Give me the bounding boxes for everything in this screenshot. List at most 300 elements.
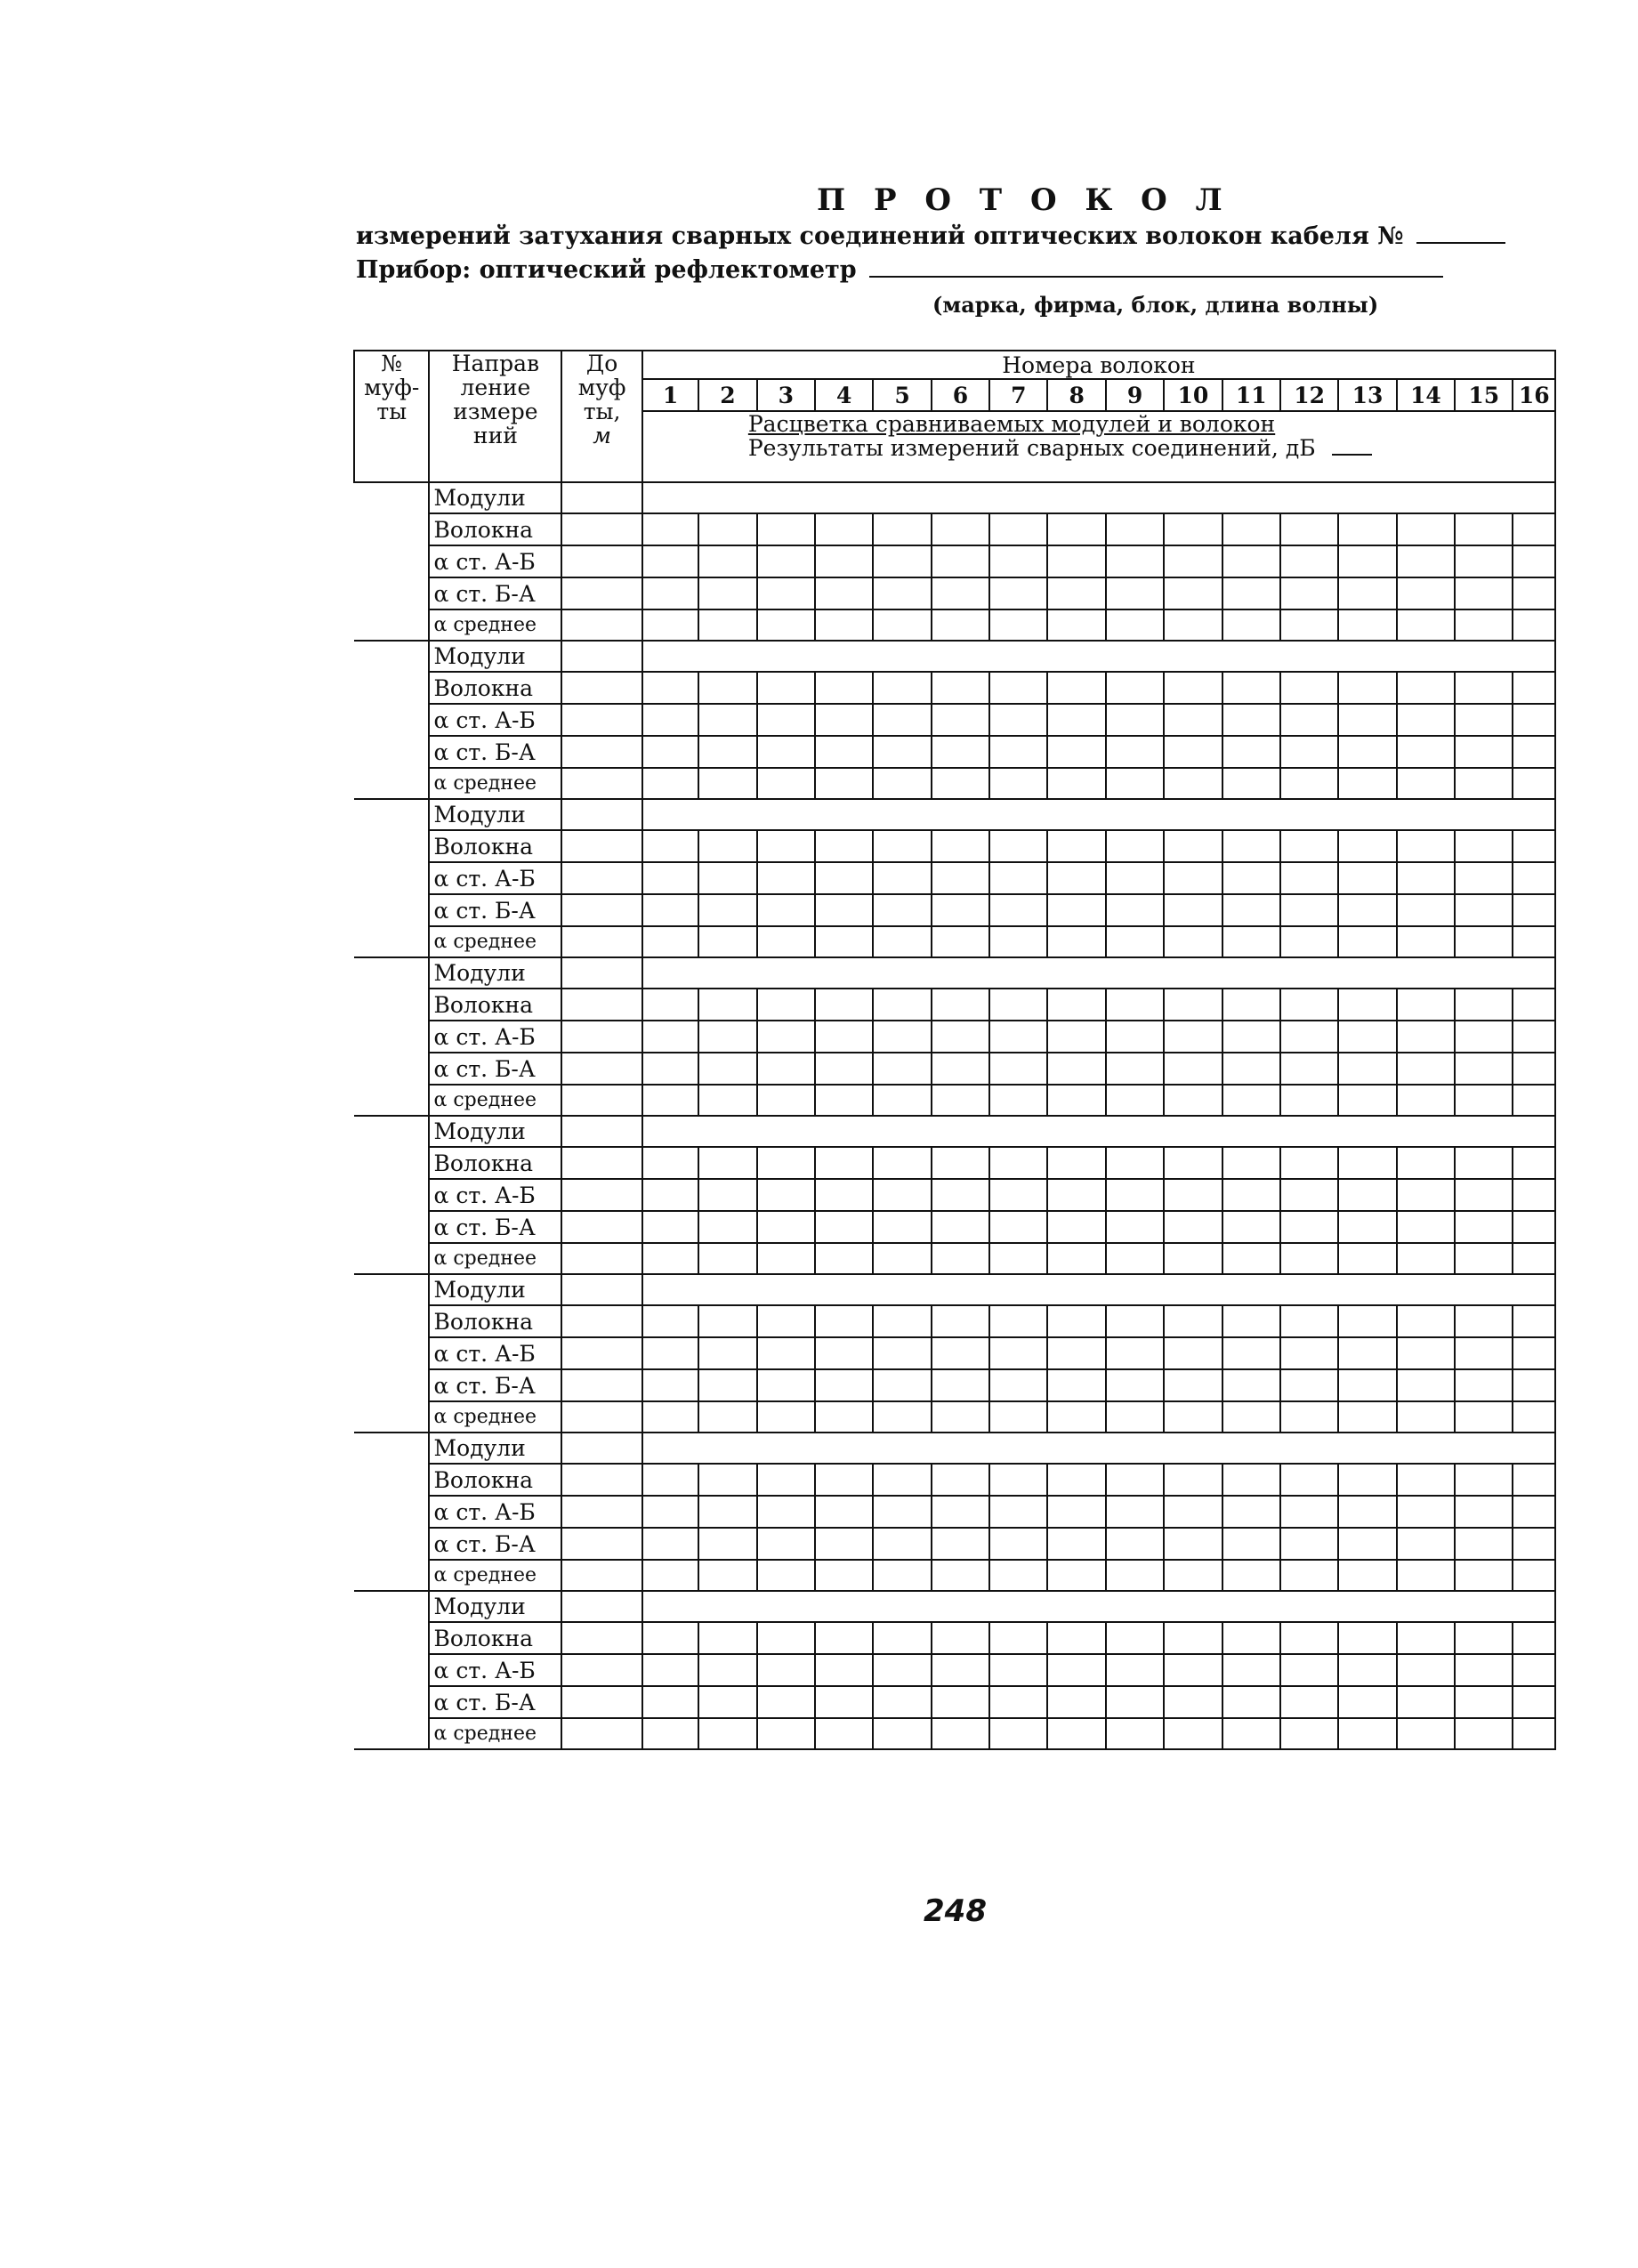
measurement-cell[interactable] [757, 1211, 815, 1243]
measurement-cell[interactable] [698, 989, 756, 1021]
measurement-cell[interactable] [1513, 1654, 1555, 1686]
measurement-cell[interactable] [698, 1496, 756, 1528]
measurement-cell[interactable] [1106, 577, 1164, 609]
measurement-cell[interactable] [757, 1654, 815, 1686]
measurement-cell[interactable] [1280, 1464, 1338, 1496]
measurement-cell[interactable] [1280, 736, 1338, 768]
measurement-cell[interactable] [815, 609, 873, 641]
distance-cell[interactable] [561, 672, 642, 704]
measurement-cell[interactable] [642, 1085, 698, 1116]
measurement-cell[interactable] [1047, 768, 1105, 799]
measurement-cell[interactable] [873, 704, 931, 736]
measurement-cell[interactable] [642, 1369, 698, 1401]
measurement-cell[interactable] [1280, 1085, 1338, 1116]
measurement-cell[interactable] [757, 1686, 815, 1718]
measurement-cell[interactable] [1047, 1337, 1105, 1369]
measurement-cell[interactable] [1338, 1560, 1396, 1591]
distance-cell[interactable] [561, 1179, 642, 1211]
measurement-cell[interactable] [1222, 1337, 1280, 1369]
measurement-cell[interactable] [1280, 1021, 1338, 1053]
modules-cell[interactable] [642, 957, 1555, 989]
measurement-cell[interactable] [989, 1243, 1047, 1274]
distance-cell[interactable] [561, 577, 642, 609]
measurement-cell[interactable] [1047, 1179, 1105, 1211]
measurement-cell[interactable] [1280, 1718, 1338, 1749]
distance-cell[interactable] [561, 1085, 642, 1116]
measurement-cell[interactable] [815, 768, 873, 799]
measurement-cell[interactable] [642, 1528, 698, 1560]
measurement-cell[interactable] [989, 577, 1047, 609]
measurement-cell[interactable] [1280, 1686, 1338, 1718]
measurement-cell[interactable] [1164, 926, 1222, 957]
measurement-cell[interactable] [698, 1147, 756, 1179]
measurement-cell[interactable] [1222, 736, 1280, 768]
measurement-cell[interactable] [873, 768, 931, 799]
measurement-cell[interactable] [1106, 513, 1164, 545]
measurement-cell[interactable] [1164, 672, 1222, 704]
measurement-cell[interactable] [1164, 1401, 1222, 1433]
measurement-cell[interactable] [1222, 989, 1280, 1021]
measurement-cell[interactable] [989, 768, 1047, 799]
measurement-cell[interactable] [642, 1053, 698, 1085]
measurement-cell[interactable] [1280, 1337, 1338, 1369]
distance-cell[interactable] [561, 1369, 642, 1401]
measurement-cell[interactable] [1455, 1053, 1513, 1085]
measurement-cell[interactable] [1106, 1686, 1164, 1718]
measurement-cell[interactable] [1164, 830, 1222, 862]
measurement-cell[interactable] [1397, 1211, 1455, 1243]
measurement-cell[interactable] [873, 672, 931, 704]
measurement-cell[interactable] [1513, 1369, 1555, 1401]
measurement-cell[interactable] [1164, 1337, 1222, 1369]
measurement-cell[interactable] [1397, 704, 1455, 736]
measurement-cell[interactable] [1280, 862, 1338, 894]
device-blank[interactable] [869, 256, 1443, 278]
mufta-number-cell[interactable] [354, 957, 429, 1116]
measurement-cell[interactable] [1513, 862, 1555, 894]
measurement-cell[interactable] [1164, 609, 1222, 641]
measurement-cell[interactable] [1106, 862, 1164, 894]
measurement-cell[interactable] [1106, 1147, 1164, 1179]
measurement-cell[interactable] [1513, 1401, 1555, 1433]
measurement-cell[interactable] [989, 1496, 1047, 1528]
distance-cell[interactable] [561, 641, 642, 672]
measurement-cell[interactable] [1222, 768, 1280, 799]
measurement-cell[interactable] [932, 545, 989, 577]
measurement-cell[interactable] [1164, 545, 1222, 577]
measurement-cell[interactable] [815, 1654, 873, 1686]
distance-cell[interactable] [561, 1496, 642, 1528]
measurement-cell[interactable] [1280, 1622, 1338, 1654]
distance-cell[interactable] [561, 1464, 642, 1496]
measurement-cell[interactable] [1106, 609, 1164, 641]
distance-cell[interactable] [561, 1622, 642, 1654]
measurement-cell[interactable] [1164, 1179, 1222, 1211]
measurement-cell[interactable] [1455, 1243, 1513, 1274]
measurement-cell[interactable] [1338, 1243, 1396, 1274]
measurement-cell[interactable] [1222, 545, 1280, 577]
measurement-cell[interactable] [932, 1211, 989, 1243]
measurement-cell[interactable] [1047, 1464, 1105, 1496]
measurement-cell[interactable] [642, 768, 698, 799]
measurement-cell[interactable] [932, 1085, 989, 1116]
measurement-cell[interactable] [1222, 1528, 1280, 1560]
measurement-cell[interactable] [1513, 704, 1555, 736]
modules-cell[interactable] [642, 1274, 1555, 1305]
measurement-cell[interactable] [698, 1560, 756, 1591]
measurement-cell[interactable] [1047, 1401, 1105, 1433]
measurement-cell[interactable] [873, 1147, 931, 1179]
measurement-cell[interactable] [815, 672, 873, 704]
measurement-cell[interactable] [932, 1243, 989, 1274]
measurement-cell[interactable] [1164, 577, 1222, 609]
distance-cell[interactable] [561, 1433, 642, 1464]
measurement-cell[interactable] [1397, 513, 1455, 545]
measurement-cell[interactable] [1455, 1654, 1513, 1686]
measurement-cell[interactable] [1222, 1369, 1280, 1401]
measurement-cell[interactable] [815, 1718, 873, 1749]
modules-cell[interactable] [642, 641, 1555, 672]
measurement-cell[interactable] [1222, 894, 1280, 926]
measurement-cell[interactable] [932, 830, 989, 862]
measurement-cell[interactable] [989, 1211, 1047, 1243]
measurement-cell[interactable] [1280, 1528, 1338, 1560]
measurement-cell[interactable] [1106, 1401, 1164, 1433]
measurement-cell[interactable] [642, 1401, 698, 1433]
distance-cell[interactable] [561, 1116, 642, 1147]
measurement-cell[interactable] [1047, 830, 1105, 862]
measurement-cell[interactable] [1106, 1053, 1164, 1085]
measurement-cell[interactable] [1455, 1369, 1513, 1401]
distance-cell[interactable] [561, 1528, 642, 1560]
measurement-cell[interactable] [932, 1496, 989, 1528]
measurement-cell[interactable] [1047, 926, 1105, 957]
measurement-cell[interactable] [1338, 1496, 1396, 1528]
measurement-cell[interactable] [1513, 545, 1555, 577]
measurement-cell[interactable] [932, 577, 989, 609]
measurement-cell[interactable] [1513, 1085, 1555, 1116]
measurement-cell[interactable] [698, 1464, 756, 1496]
measurement-cell[interactable] [873, 1243, 931, 1274]
measurement-cell[interactable] [873, 736, 931, 768]
measurement-cell[interactable] [757, 1622, 815, 1654]
cable-number-blank[interactable] [1416, 222, 1505, 244]
measurement-cell[interactable] [1047, 736, 1105, 768]
measurement-cell[interactable] [1164, 989, 1222, 1021]
measurement-cell[interactable] [757, 1560, 815, 1591]
measurement-cell[interactable] [1164, 1053, 1222, 1085]
distance-cell[interactable] [561, 830, 642, 862]
distance-cell[interactable] [561, 894, 642, 926]
measurement-cell[interactable] [1222, 1053, 1280, 1085]
measurement-cell[interactable] [1047, 1369, 1105, 1401]
measurement-cell[interactable] [989, 1369, 1047, 1401]
measurement-cell[interactable] [698, 1179, 756, 1211]
measurement-cell[interactable] [989, 1464, 1047, 1496]
measurement-cell[interactable] [815, 1686, 873, 1718]
measurement-cell[interactable] [989, 513, 1047, 545]
measurement-cell[interactable] [989, 1085, 1047, 1116]
measurement-cell[interactable] [873, 1528, 931, 1560]
measurement-cell[interactable] [698, 577, 756, 609]
measurement-cell[interactable] [989, 1686, 1047, 1718]
mufta-number-cell[interactable] [354, 482, 429, 641]
measurement-cell[interactable] [1455, 862, 1513, 894]
measurement-cell[interactable] [1106, 1464, 1164, 1496]
measurement-cell[interactable] [1338, 830, 1396, 862]
measurement-cell[interactable] [1455, 926, 1513, 957]
measurement-cell[interactable] [1222, 1686, 1280, 1718]
measurement-cell[interactable] [642, 704, 698, 736]
measurement-cell[interactable] [1106, 1085, 1164, 1116]
measurement-cell[interactable] [1222, 513, 1280, 545]
modules-cell[interactable] [642, 1591, 1555, 1622]
measurement-cell[interactable] [1222, 1243, 1280, 1274]
distance-cell[interactable] [561, 482, 642, 513]
measurement-cell[interactable] [989, 926, 1047, 957]
measurement-cell[interactable] [989, 609, 1047, 641]
measurement-cell[interactable] [1047, 1211, 1105, 1243]
measurement-cell[interactable] [642, 545, 698, 577]
distance-cell[interactable] [561, 609, 642, 641]
measurement-cell[interactable] [1455, 1464, 1513, 1496]
measurement-cell[interactable] [1397, 768, 1455, 799]
distance-cell[interactable] [561, 799, 642, 830]
measurement-cell[interactable] [1280, 545, 1338, 577]
measurement-cell[interactable] [873, 989, 931, 1021]
measurement-cell[interactable] [698, 1053, 756, 1085]
distance-cell[interactable] [561, 1686, 642, 1718]
measurement-cell[interactable] [873, 894, 931, 926]
measurement-cell[interactable] [873, 1305, 931, 1337]
measurement-cell[interactable] [757, 1179, 815, 1211]
measurement-cell[interactable] [815, 1528, 873, 1560]
measurement-cell[interactable] [1106, 1211, 1164, 1243]
measurement-cell[interactable] [932, 1369, 989, 1401]
measurement-cell[interactable] [1455, 1622, 1513, 1654]
measurement-cell[interactable] [1164, 1021, 1222, 1053]
measurement-cell[interactable] [1280, 1496, 1338, 1528]
measurement-cell[interactable] [815, 1401, 873, 1433]
measurement-cell[interactable] [1338, 1401, 1396, 1433]
measurement-cell[interactable] [1513, 1464, 1555, 1496]
measurement-cell[interactable] [1047, 1053, 1105, 1085]
measurement-cell[interactable] [642, 1718, 698, 1749]
measurement-cell[interactable] [642, 1464, 698, 1496]
measurement-cell[interactable] [873, 577, 931, 609]
measurement-cell[interactable] [698, 1369, 756, 1401]
measurement-cell[interactable] [1222, 1021, 1280, 1053]
measurement-cell[interactable] [1455, 1085, 1513, 1116]
distance-cell[interactable] [561, 1401, 642, 1433]
measurement-cell[interactable] [1513, 1686, 1555, 1718]
measurement-cell[interactable] [1280, 609, 1338, 641]
measurement-cell[interactable] [873, 1053, 931, 1085]
measurement-cell[interactable] [1513, 1528, 1555, 1560]
measurement-cell[interactable] [1222, 830, 1280, 862]
measurement-cell[interactable] [873, 1085, 931, 1116]
measurement-cell[interactable] [932, 1622, 989, 1654]
measurement-cell[interactable] [1106, 736, 1164, 768]
distance-cell[interactable] [561, 1654, 642, 1686]
measurement-cell[interactable] [1106, 1021, 1164, 1053]
measurement-cell[interactable] [642, 989, 698, 1021]
measurement-cell[interactable] [642, 1622, 698, 1654]
measurement-cell[interactable] [1222, 862, 1280, 894]
measurement-cell[interactable] [698, 830, 756, 862]
distance-cell[interactable] [561, 957, 642, 989]
measurement-cell[interactable] [1338, 1021, 1396, 1053]
measurement-cell[interactable] [1397, 1179, 1455, 1211]
measurement-cell[interactable] [1106, 989, 1164, 1021]
measurement-cell[interactable] [815, 1085, 873, 1116]
measurement-cell[interactable] [815, 1337, 873, 1369]
measurement-cell[interactable] [1338, 1622, 1396, 1654]
distance-cell[interactable] [561, 736, 642, 768]
measurement-cell[interactable] [1280, 672, 1338, 704]
measurement-cell[interactable] [1513, 1718, 1555, 1749]
measurement-cell[interactable] [1397, 1147, 1455, 1179]
distance-cell[interactable] [561, 704, 642, 736]
measurement-cell[interactable] [1106, 1243, 1164, 1274]
measurement-cell[interactable] [1397, 1053, 1455, 1085]
measurement-cell[interactable] [1513, 609, 1555, 641]
measurement-cell[interactable] [757, 1305, 815, 1337]
measurement-cell[interactable] [1280, 1179, 1338, 1211]
measurement-cell[interactable] [932, 1305, 989, 1337]
measurement-cell[interactable] [1397, 862, 1455, 894]
measurement-cell[interactable] [1338, 577, 1396, 609]
measurement-cell[interactable] [1338, 513, 1396, 545]
measurement-cell[interactable] [1338, 1305, 1396, 1337]
measurement-cell[interactable] [989, 1053, 1047, 1085]
measurement-cell[interactable] [1513, 672, 1555, 704]
measurement-cell[interactable] [1455, 989, 1513, 1021]
measurement-cell[interactable] [1338, 894, 1396, 926]
measurement-cell[interactable] [698, 672, 756, 704]
measurement-cell[interactable] [1397, 609, 1455, 641]
measurement-cell[interactable] [1164, 1622, 1222, 1654]
measurement-cell[interactable] [1106, 1560, 1164, 1591]
measurement-cell[interactable] [1397, 1496, 1455, 1528]
measurement-cell[interactable] [642, 894, 698, 926]
measurement-cell[interactable] [989, 989, 1047, 1021]
measurement-cell[interactable] [1338, 862, 1396, 894]
measurement-cell[interactable] [989, 1305, 1047, 1337]
measurement-cell[interactable] [1106, 672, 1164, 704]
measurement-cell[interactable] [815, 1464, 873, 1496]
measurement-cell[interactable] [698, 1211, 756, 1243]
measurement-cell[interactable] [1164, 1528, 1222, 1560]
measurement-cell[interactable] [989, 672, 1047, 704]
measurement-cell[interactable] [1222, 1147, 1280, 1179]
measurement-cell[interactable] [1397, 1464, 1455, 1496]
measurement-cell[interactable] [1455, 1211, 1513, 1243]
measurement-cell[interactable] [698, 1654, 756, 1686]
measurement-cell[interactable] [698, 862, 756, 894]
measurement-cell[interactable] [757, 926, 815, 957]
measurement-cell[interactable] [815, 1496, 873, 1528]
measurement-cell[interactable] [932, 1718, 989, 1749]
measurement-cell[interactable] [989, 1337, 1047, 1369]
measurement-cell[interactable] [1455, 577, 1513, 609]
measurement-cell[interactable] [1164, 736, 1222, 768]
measurement-cell[interactable] [757, 1085, 815, 1116]
measurement-cell[interactable] [932, 1654, 989, 1686]
measurement-cell[interactable] [1106, 894, 1164, 926]
mufta-number-cell[interactable] [354, 1116, 429, 1274]
measurement-cell[interactable] [757, 672, 815, 704]
measurement-cell[interactable] [698, 926, 756, 957]
measurement-cell[interactable] [1280, 1211, 1338, 1243]
measurement-cell[interactable] [1047, 577, 1105, 609]
measurement-cell[interactable] [1455, 545, 1513, 577]
measurement-cell[interactable] [815, 704, 873, 736]
measurement-cell[interactable] [642, 1337, 698, 1369]
measurement-cell[interactable] [1397, 1560, 1455, 1591]
measurement-cell[interactable] [698, 894, 756, 926]
measurement-cell[interactable] [1397, 1021, 1455, 1053]
measurement-cell[interactable] [1455, 672, 1513, 704]
measurement-cell[interactable] [932, 1686, 989, 1718]
measurement-cell[interactable] [815, 862, 873, 894]
measurement-cell[interactable] [1397, 1337, 1455, 1369]
measurement-cell[interactable] [1164, 1369, 1222, 1401]
measurement-cell[interactable] [873, 545, 931, 577]
measurement-cell[interactable] [932, 736, 989, 768]
measurement-cell[interactable] [757, 1464, 815, 1496]
measurement-cell[interactable] [932, 1528, 989, 1560]
measurement-cell[interactable] [698, 1718, 756, 1749]
measurement-cell[interactable] [1047, 545, 1105, 577]
measurement-cell[interactable] [1106, 1369, 1164, 1401]
measurement-cell[interactable] [989, 1622, 1047, 1654]
measurement-cell[interactable] [1106, 1305, 1164, 1337]
distance-cell[interactable] [561, 1147, 642, 1179]
measurement-cell[interactable] [642, 513, 698, 545]
measurement-cell[interactable] [1164, 1686, 1222, 1718]
measurement-cell[interactable] [873, 1654, 931, 1686]
measurement-cell[interactable] [1047, 1686, 1105, 1718]
measurement-cell[interactable] [989, 1528, 1047, 1560]
measurement-cell[interactable] [757, 1337, 815, 1369]
measurement-cell[interactable] [1280, 704, 1338, 736]
measurement-cell[interactable] [1338, 1211, 1396, 1243]
measurement-cell[interactable] [757, 704, 815, 736]
measurement-cell[interactable] [642, 577, 698, 609]
measurement-cell[interactable] [1047, 1305, 1105, 1337]
measurement-cell[interactable] [698, 1085, 756, 1116]
measurement-cell[interactable] [815, 1053, 873, 1085]
measurement-cell[interactable] [1397, 1528, 1455, 1560]
distance-cell[interactable] [561, 545, 642, 577]
measurement-cell[interactable] [1513, 513, 1555, 545]
measurement-cell[interactable] [642, 736, 698, 768]
measurement-cell[interactable] [932, 926, 989, 957]
measurement-cell[interactable] [1455, 1305, 1513, 1337]
measurement-cell[interactable] [1164, 704, 1222, 736]
measurement-cell[interactable] [1164, 1211, 1222, 1243]
measurement-cell[interactable] [757, 830, 815, 862]
measurement-cell[interactable] [698, 1243, 756, 1274]
measurement-cell[interactable] [1164, 768, 1222, 799]
measurement-cell[interactable] [642, 609, 698, 641]
measurement-cell[interactable] [1338, 1053, 1396, 1085]
measurement-cell[interactable] [1280, 926, 1338, 957]
measurement-cell[interactable] [1513, 1053, 1555, 1085]
measurement-cell[interactable] [698, 768, 756, 799]
measurement-cell[interactable] [642, 1243, 698, 1274]
